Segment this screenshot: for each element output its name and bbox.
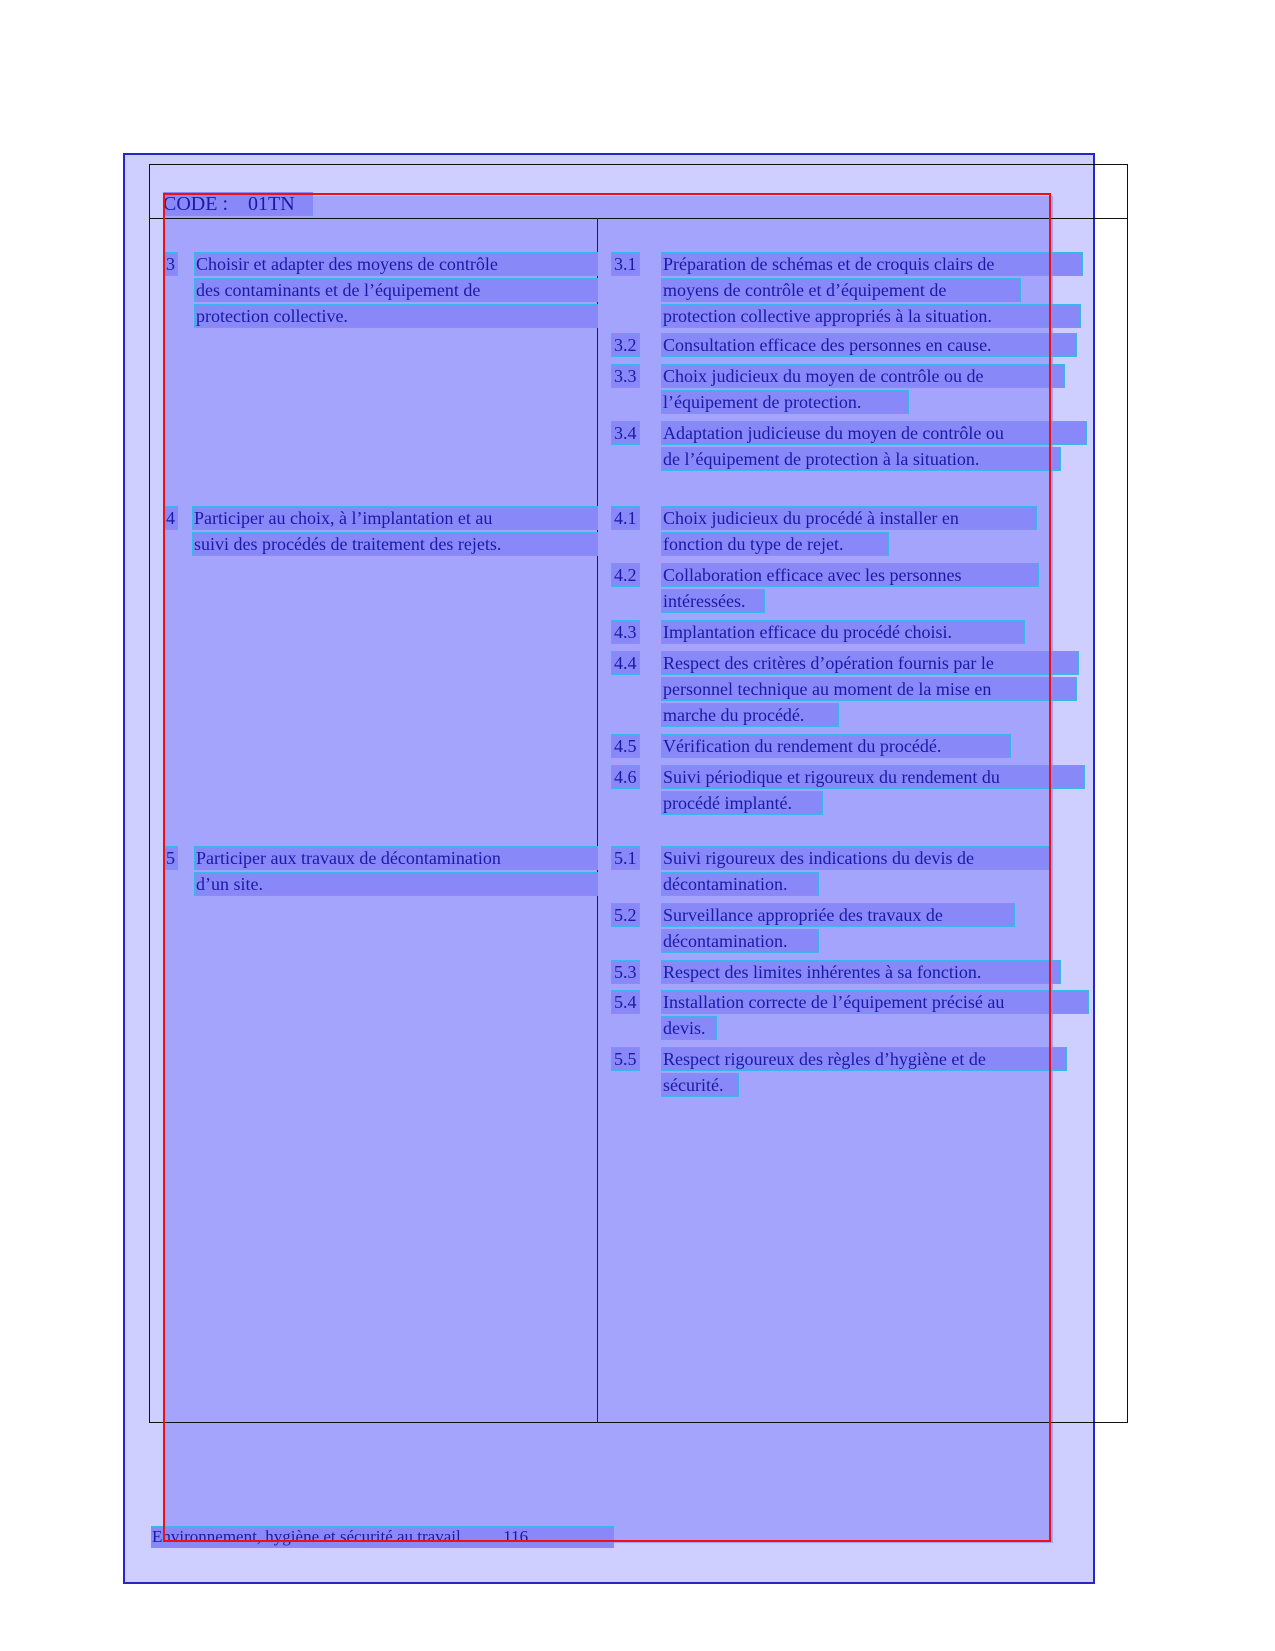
element-text-line: d’un site. (194, 872, 598, 896)
footer-title: Environnement, hygiène et sécurité au travail (152, 1527, 461, 1546)
element-number: 3 (163, 252, 178, 276)
criterion-number: 5.1 (611, 846, 640, 870)
criterion-text-line: Surveillance appropriée des travaux de (661, 903, 1015, 927)
criterion-text-line: Respect rigoureux des règles d’hygiène et de (661, 1047, 1067, 1071)
criterion-number: 4.3 (611, 620, 640, 644)
criterion-text-line: Choix judicieux du procédé à installer en (661, 506, 1037, 530)
criterion-text-line: de l’équipement de protection à la situation. (661, 447, 1061, 471)
criterion-number: 4.5 (611, 734, 640, 758)
criterion-text-line: intéressées. (661, 589, 765, 613)
criterion-text-line: marche du procédé. (661, 703, 839, 727)
criterion-text-line: protection collective appropriés à la situation. (661, 304, 1081, 328)
criterion-number: 5.4 (611, 990, 640, 1014)
element-text-line: Participer au choix, à l’implantation et au (192, 506, 598, 530)
criterion-text-line: décontamination. (661, 872, 819, 896)
criterion-text-line: Suivi périodique et rigoureux du rendement du (661, 765, 1085, 789)
element-text-line: suivi des procédés de traitement des rejets. (192, 532, 598, 556)
code-label: CODE : (163, 193, 228, 215)
criterion-text-line: décontamination. (661, 929, 819, 953)
criterion-text-line: Collaboration efficace avec les personnes (661, 563, 1039, 587)
element-text-line: des contaminants et de l’équipement de (194, 278, 598, 302)
criterion-text-line: Respect des limites inhérentes à sa fonction. (661, 960, 1061, 984)
page-number: 116 (503, 1527, 529, 1546)
criterion-text-line: devis. (661, 1016, 717, 1040)
criterion-text-line: sécurité. (661, 1073, 739, 1097)
criterion-text-line: moyens de contrôle et d’équipement de (661, 278, 1021, 302)
criterion-number: 3.4 (611, 421, 640, 445)
element-text-line: protection collective. (194, 304, 598, 328)
criterion-number: 3.3 (611, 364, 640, 388)
criterion-number: 4.2 (611, 563, 640, 587)
criterion-text-line: Vérification du rendement du procédé. (661, 734, 1011, 758)
criterion-number: 4.4 (611, 651, 640, 675)
criterion-text-line: fonction du type de rejet. (661, 532, 889, 556)
criterion-text-line: procédé implanté. (661, 791, 823, 815)
criterion-number: 4.1 (611, 506, 640, 530)
criterion-number: 3.2 (611, 333, 640, 357)
criterion-text-line: Suivi rigoureux des indications du devis de (661, 846, 1051, 870)
criterion-text-line: Installation correcte de l’équipement précisé au (661, 990, 1089, 1014)
criterion-text-line: Adaptation judicieuse du moyen de contrôle ou (661, 421, 1087, 445)
element-text-line: Choisir et adapter des moyens de contrôle (194, 252, 598, 276)
criterion-number: 4.6 (611, 765, 640, 789)
criterion-text-line: Respect des critères d’opération fournis par le (661, 651, 1079, 675)
content-area-outline (163, 193, 1051, 1542)
criterion-text-line: personnel technique au moment de la mise en (661, 677, 1077, 701)
element-text-line: Participer aux travaux de décontamination (194, 846, 598, 870)
criterion-number: 5.5 (611, 1047, 640, 1071)
criterion-text-line: Implantation efficace du procédé choisi. (661, 620, 1025, 644)
criterion-text-line: Préparation de schémas et de croquis clairs de (661, 252, 1083, 276)
code-value: 01TN (248, 193, 295, 215)
element-number: 5 (163, 846, 178, 870)
criterion-text-line: Choix judicieux du moyen de contrôle ou de (661, 364, 1065, 388)
criterion-number: 5.3 (611, 960, 640, 984)
criterion-number: 3.1 (611, 252, 640, 276)
criterion-text-line: l’équipement de protection. (661, 390, 909, 414)
criterion-text-line: Consultation efficace des personnes en cause. (661, 333, 1077, 357)
element-number: 4 (163, 506, 178, 530)
criterion-number: 5.2 (611, 903, 640, 927)
